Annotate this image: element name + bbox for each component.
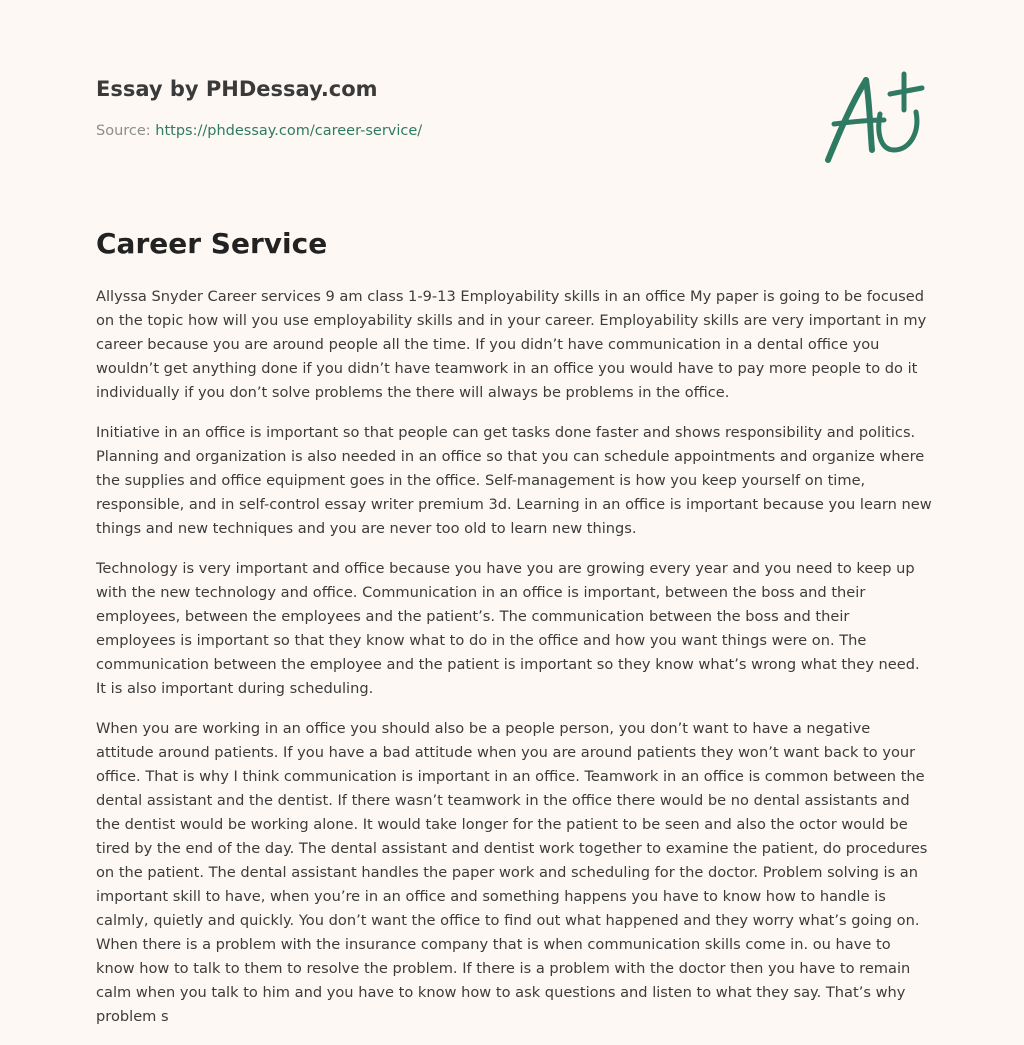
article-paragraph: When you are working in an office you should also be a people person, you don’t want to have a negative attitude around patients. If you have a bad attitude when you are around patients they won’t want back to your office. That is why I think communication is important in an office. Teamwork in an office is common between the dental assistant and the dentist. If there wasn’t teamwork in the office there would be no dental assistants and the dentist would be working alone. It would take longer for the patient to be seen and also the octor would be tired by the end of the day. The dental assistant and dentist work together to examine the patient, do procedures on the patient. The dental assistant handles the paper work and scheduling for the doctor. Problem solving is an important skill to have, when you’re in an office and something happens you have to know how to handle is calmly, quietly and quickly. You don’t want the office to find out what happened and they worry what’s going on. When there is a problem with the insurance company that is when communication skills come in. ou have to know how to talk to them to resolve the problem. If there is a problem with the doctor then you have to remain calm when you talk to him and you have to know how to ask questions and listen to what they say. That’s why problem s	[96, 720, 928, 1025]
source-label: Source:	[96, 123, 151, 139]
article-paragraph: Allyssa Snyder Career services 9 am class 1-9-13 Employability skills in an office My paper is going to be focused on the topic how will you use employability skills and in your career. Employability skills are very important in my career because you are around people all the time. If you didn’t have communication in a dental office you wouldn’t get anything done if you didn’t have teamwork in an office you would have to pay more people to do it individually if you don’t solve problems the there will always be problems in the office.	[96, 288, 927, 401]
article-title: Career Service	[96, 227, 328, 260]
site-brand: Essay by PHDessay.com	[96, 77, 378, 101]
article-paragraph: Technology is very important and office because you have you are growing every year and you need to keep up with the new technology and office. Communication in an office is important, between the boss and their employees, between the employees and the patient’s. The communication between the boss and their employees is important so that they know what to do in the office and how you want things were on. The communication between the employee and the patient is important so they know what’s wrong what they need. It is also important during scheduling.	[96, 560, 920, 697]
a-plus-logo-icon	[820, 66, 930, 166]
source-line	[96, 123, 422, 139]
page-header	[96, 74, 796, 139]
article-body	[96, 285, 932, 1045]
source-link[interactable]: https://phdessay.com/career-service/	[155, 123, 423, 139]
article-paragraph: Initiative in an office is important so that people can get tasks done faster and shows responsibility and politics. Planning and organization is also needed in an office so that you can schedule appointments and organize where the supplies and office equipment goes in the office. Self-management is how you keep yourself on time, responsible, and in self-control essay writer premium 3d. Learning in an office is important because you learn new things and new techniques and you are never too old to learn new things.	[96, 424, 932, 537]
